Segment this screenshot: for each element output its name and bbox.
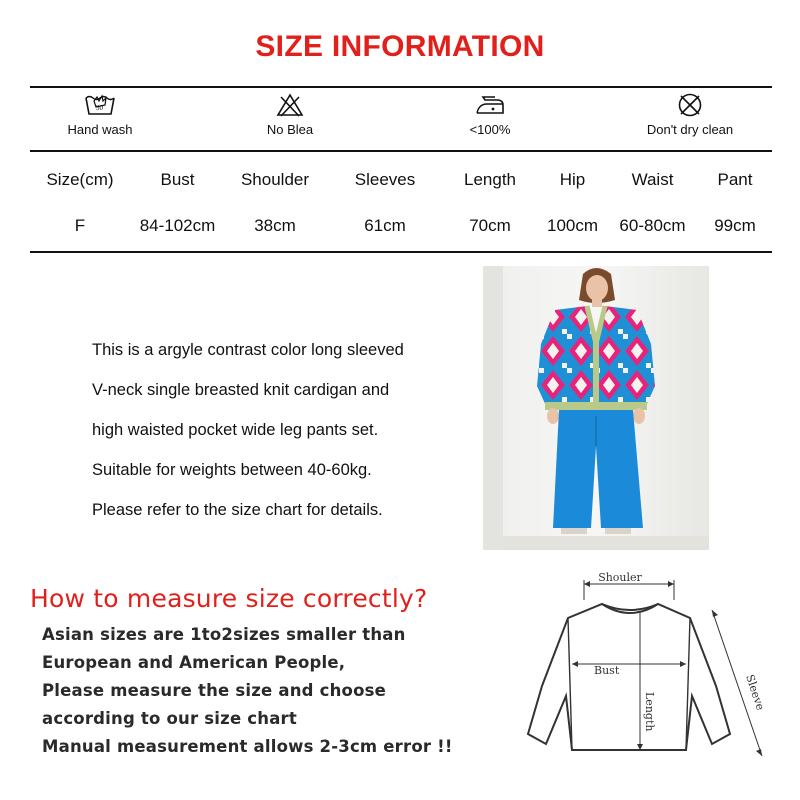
middle-divider <box>30 150 772 152</box>
size-table-cell: 99cm <box>714 216 756 235</box>
page-title: SIZE INFORMATION <box>255 30 545 63</box>
size-table-cell: 100cm <box>546 216 599 235</box>
length-label: Length <box>643 692 656 732</box>
size-table-header: Pant <box>717 170 753 189</box>
product-photo <box>483 266 709 550</box>
bottom-divider <box>30 251 772 253</box>
size-table-cell: 70cm <box>469 216 511 235</box>
care-label: Don't dry clean <box>646 122 734 137</box>
size-table-cell: 38cm <box>254 216 296 235</box>
measure-note: Manual measurement allows 2-3cm error !! <box>42 737 453 756</box>
no-bleach-icon <box>275 92 305 118</box>
size-table-header-row <box>30 170 772 194</box>
size-table-cell: 61cm <box>364 216 406 235</box>
bust-label: Bust <box>594 664 620 677</box>
care-item-no-dry-clean <box>600 92 780 137</box>
size-table-header: Hip <box>559 170 586 189</box>
measure-note: according to our size chart <box>42 709 297 728</box>
size-table-cell: 84-102cm <box>139 216 216 235</box>
size-table-header: Length <box>464 170 516 189</box>
shoulder-label: Shouler <box>598 571 642 584</box>
care-label: No Blea <box>266 122 314 137</box>
size-table-header: Size(cm) <box>46 170 114 189</box>
care-label: <100% <box>469 122 511 137</box>
measure-note: Please measure the size and choose <box>42 681 387 700</box>
measurement-diagram <box>500 566 790 790</box>
top-divider <box>30 86 772 88</box>
size-table-row <box>30 216 772 240</box>
sleeve-label: Sleeve <box>743 672 767 712</box>
garment-outline <box>528 604 730 750</box>
measure-title: How to measure size correctly? <box>30 584 428 613</box>
measure-notes <box>42 621 512 761</box>
description-line: high waisted pocket wide leg pants set. <box>92 421 379 439</box>
care-item-hand-wash <box>10 92 190 137</box>
size-table-header: Bust <box>160 170 195 189</box>
description-line: Suitable for weights between 40-60kg. <box>92 461 372 479</box>
care-label: Hand wash <box>67 122 133 137</box>
care-item-iron <box>400 92 580 137</box>
care-instructions <box>30 92 772 144</box>
description-line: Please refer to the size chart for details. <box>92 501 383 519</box>
size-table-header: Sleeves <box>354 170 416 189</box>
size-table-cell: F <box>74 216 86 235</box>
svg-text:30: 30 <box>96 104 103 112</box>
hand-wash-icon <box>83 92 117 118</box>
size-table-header: Waist <box>631 170 674 189</box>
description-line: V-neck single breasted knit cardigan and <box>92 381 390 399</box>
description-line: This is a argyle contrast color long sleeved <box>92 341 404 359</box>
product-description <box>92 330 472 530</box>
size-table-header: Shoulder <box>240 170 310 189</box>
measure-note: European and American People, <box>42 653 346 672</box>
iron-icon <box>473 92 507 118</box>
care-item-no-bleach <box>200 92 380 137</box>
size-table-cell: 60-80cm <box>619 216 686 235</box>
no-dry-clean-icon <box>675 92 705 118</box>
measure-note: Asian sizes are 1to2sizes smaller than <box>42 625 406 644</box>
